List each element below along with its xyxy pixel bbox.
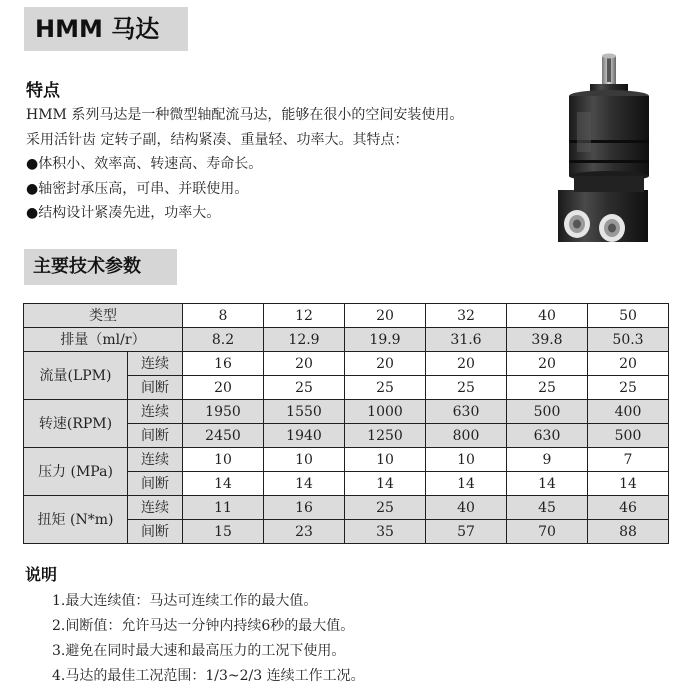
value-cell: 10	[264, 448, 345, 472]
value-cell: 14	[426, 472, 507, 496]
type-cell: 20	[345, 304, 426, 328]
displacement-cell: 12.9	[264, 328, 345, 352]
feature-text: 结构设计紧凑先进，功率大。	[38, 205, 221, 221]
intermittent-label: 间断	[128, 424, 183, 448]
value-cell: 400	[588, 400, 669, 424]
value-cell: 1550	[264, 400, 345, 424]
value-cell: 25	[264, 376, 345, 400]
flow-label: 流量(LPM)	[24, 352, 128, 400]
table-row-type	[24, 304, 669, 328]
value-cell: 20	[507, 352, 588, 376]
type-cell: 40	[507, 304, 588, 328]
motor-product-image	[550, 48, 665, 248]
value-cell: 25	[426, 376, 507, 400]
note-item: 3.避免在同时最大速和最高压力的工况下使用。	[52, 643, 346, 659]
displacement-cell: 8.2	[183, 328, 264, 352]
value-cell: 630	[507, 424, 588, 448]
value-cell: 10	[183, 448, 264, 472]
value-cell: 500	[507, 400, 588, 424]
features-heading: 特点	[26, 81, 60, 101]
continuous-label: 连续	[128, 352, 183, 376]
value-cell: 14	[507, 472, 588, 496]
speed-label: 转速(RPM)	[24, 400, 128, 448]
type-cell: 12	[264, 304, 345, 328]
type-cell: 50	[588, 304, 669, 328]
value-cell: 70	[507, 520, 588, 544]
note-item: 1.最大连续值：马达可连续工作的最大值。	[52, 593, 318, 609]
value-cell: 630	[426, 400, 507, 424]
value-cell: 20	[426, 352, 507, 376]
displacement-cell: 39.8	[507, 328, 588, 352]
pressure-label: 压力 (MPa)	[24, 448, 128, 496]
table-row	[24, 496, 669, 520]
value-cell: 40	[426, 496, 507, 520]
value-cell: 14	[588, 472, 669, 496]
intermittent-label: 间断	[128, 376, 183, 400]
displacement-cell: 19.9	[345, 328, 426, 352]
feature-text: 轴密封承压高，可串、并联使用。	[38, 180, 249, 197]
value-cell: 14	[183, 472, 264, 496]
value-cell: 10	[426, 448, 507, 472]
value-cell: 14	[345, 472, 426, 496]
intermittent-label: 间断	[128, 520, 183, 544]
value-cell: 500	[588, 424, 669, 448]
value-cell: 88	[588, 520, 669, 544]
value-cell: 2450	[183, 424, 264, 448]
value-cell: 7	[588, 448, 669, 472]
value-cell: 20	[183, 376, 264, 400]
value-cell: 20	[345, 352, 426, 376]
value-cell: 1950	[183, 400, 264, 424]
table-row	[24, 400, 669, 424]
notes-heading: 说明	[25, 565, 58, 584]
value-cell: 20	[588, 352, 669, 376]
type-cell: 32	[426, 304, 507, 328]
params-heading: 主要技术参数	[24, 249, 177, 285]
value-cell: 15	[183, 520, 264, 544]
table-row	[24, 352, 669, 376]
value-cell: 25	[345, 496, 426, 520]
value-cell: 25	[588, 376, 669, 400]
value-cell: 1000	[345, 400, 426, 424]
value-cell: 9	[507, 448, 588, 472]
bullet-icon: ●	[26, 180, 39, 197]
torque-label: 扭矩 (N*m)	[24, 496, 128, 544]
table-row	[24, 448, 669, 472]
type-cell: 8	[183, 304, 264, 328]
value-cell: 11	[183, 496, 264, 520]
table-row-displacement	[24, 328, 669, 352]
feature-text: 体积小、效率高、转速高、寿命长。	[38, 156, 263, 172]
value-cell: 800	[426, 424, 507, 448]
continuous-label: 连续	[128, 496, 183, 520]
value-cell: 10	[345, 448, 426, 472]
type-label: 类型	[24, 304, 183, 328]
intermittent-label: 间断	[128, 472, 183, 496]
note-item: 4.马达的最佳工况范围：1/3~2/3 连续工作工况。	[52, 668, 365, 684]
feature-bullet	[26, 177, 526, 202]
notes-list	[52, 589, 652, 689]
value-cell: 14	[264, 472, 345, 496]
value-cell: 35	[345, 520, 426, 544]
value-cell: 16	[183, 352, 264, 376]
continuous-label: 连续	[128, 448, 183, 472]
page-title: HMM 马达	[24, 7, 188, 51]
value-cell: 20	[264, 352, 345, 376]
value-cell: 25	[345, 376, 426, 400]
value-cell: 16	[264, 496, 345, 520]
feature-bullet	[26, 201, 526, 226]
value-cell: 46	[588, 496, 669, 520]
intro-line: 采用活针齿 定转子副，结构紧凑、重量轻、功率大。其特点：	[26, 131, 409, 148]
value-cell: 45	[507, 496, 588, 520]
bullet-icon: ●	[26, 156, 39, 172]
value-cell: 1250	[345, 424, 426, 448]
intro-line: HMM 系列马达是一种微型轴配流马达，能够在很小的空间安装使用。	[26, 107, 464, 123]
value-cell: 25	[507, 376, 588, 400]
displacement-cell: 31.6	[426, 328, 507, 352]
specs-table	[23, 303, 669, 544]
note-item: 2.间断值：允许马达一分钟内持续6秒的最大值。	[52, 618, 355, 634]
value-cell: 23	[264, 520, 345, 544]
continuous-label: 连续	[128, 400, 183, 424]
features-description	[26, 103, 526, 226]
feature-bullet	[26, 152, 526, 177]
value-cell: 1940	[264, 424, 345, 448]
displacement-label: 排量（ml/r）	[24, 328, 183, 352]
bullet-icon: ●	[26, 205, 39, 221]
value-cell: 57	[426, 520, 507, 544]
displacement-cell: 50.3	[588, 328, 669, 352]
